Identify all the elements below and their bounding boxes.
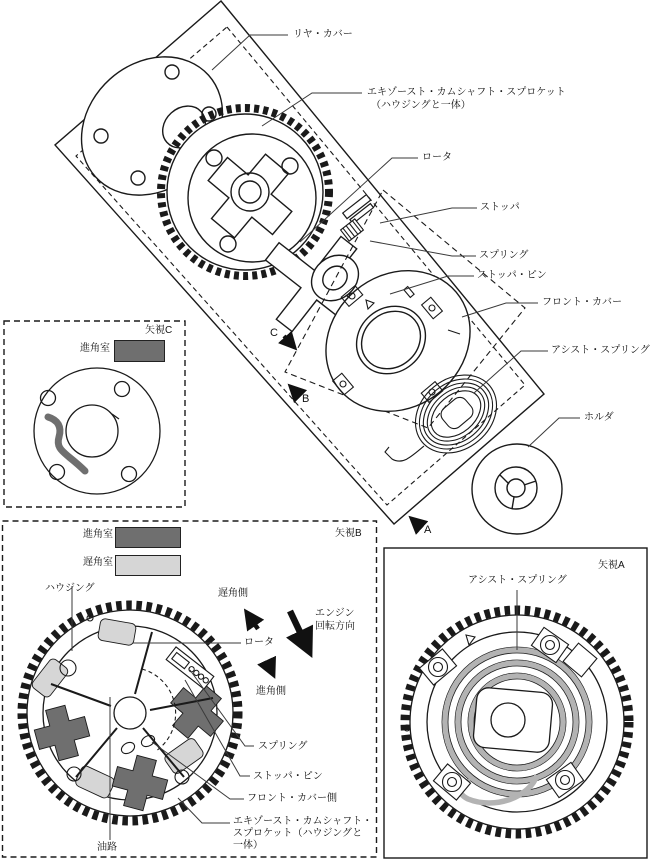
advance-chamber-swatch bbox=[114, 340, 165, 362]
label-engine-rotation-2: 回転方向 bbox=[315, 621, 355, 632]
view-c-title: 矢視C bbox=[145, 325, 173, 336]
view-c-drawing bbox=[34, 368, 160, 494]
view-b-legend-advance: 進角室 bbox=[83, 529, 113, 540]
label-front-cover: フロント・カバー bbox=[542, 297, 622, 308]
label-spring-b: スプリング bbox=[258, 741, 308, 752]
label-holder: ホルダ bbox=[584, 412, 614, 423]
label-sprocket-line2: （ハウジングと一体） bbox=[371, 100, 471, 111]
label-assist-spring: アシスト・スプリング bbox=[551, 345, 650, 356]
view-letter-a: A bbox=[424, 524, 432, 536]
view-b-box bbox=[3, 521, 377, 857]
engine-rotation-arrow-icon bbox=[290, 611, 309, 651]
label-rotor: ロータ bbox=[422, 152, 452, 163]
advance-side-arrow-icon bbox=[267, 661, 273, 674]
holder-drawing bbox=[472, 444, 562, 534]
retard-side-arrow-icon bbox=[247, 613, 258, 629]
advance-chamber-swatch bbox=[115, 527, 181, 548]
label-rear-cover: リヤ・カバー bbox=[293, 29, 353, 40]
view-c-legend-advance: 進角室 bbox=[80, 343, 110, 354]
label-housing: ハウジング bbox=[45, 583, 95, 594]
label-stopper-pin-b: ストッパ・ピン bbox=[253, 771, 323, 782]
view-b-legend-retard: 遅角室 bbox=[83, 557, 113, 568]
view-letter-c: C bbox=[270, 327, 278, 339]
label-retard-side: 遅角側 bbox=[218, 588, 248, 599]
label-stopper-pin: ストッパ・ピン bbox=[477, 270, 547, 281]
view-letter-b: B bbox=[302, 393, 310, 405]
label-sprocket-line1: エキゾースト・カムシャフト・スプロケット bbox=[367, 87, 566, 98]
view-arrow-c-icon bbox=[284, 336, 294, 347]
label-advance-side: 進角側 bbox=[256, 686, 286, 697]
view-arrow-b-icon bbox=[291, 387, 300, 396]
label-stopper: ストッパ bbox=[480, 202, 520, 213]
label-sprocket-b-1: エキゾースト・カムシャフト・ bbox=[233, 816, 373, 827]
label-assist-spring-a: アシスト・スプリング bbox=[468, 575, 567, 586]
view-a-title: 矢視A bbox=[598, 560, 625, 571]
label-sprocket-b-2: スプロケット（ハウジングと bbox=[233, 828, 363, 839]
view-arrow-a-icon bbox=[412, 519, 422, 528]
label-front-cover-side: フロント・カバー側 bbox=[247, 793, 337, 804]
label-oil-passage: 油路 bbox=[97, 842, 117, 853]
view-b-drawing bbox=[22, 605, 238, 821]
label-spring: スプリング bbox=[479, 250, 529, 261]
retard-chamber-swatch bbox=[115, 555, 181, 576]
spring-coil-drawing bbox=[341, 219, 364, 241]
view-b-title: 矢視B bbox=[335, 528, 362, 539]
label-engine-rotation-1: エンジン bbox=[315, 608, 355, 619]
label-rotor-b: ロータ bbox=[244, 637, 274, 648]
view-a-box bbox=[384, 548, 647, 858]
label-sprocket-b-3: 一体） bbox=[233, 840, 263, 851]
